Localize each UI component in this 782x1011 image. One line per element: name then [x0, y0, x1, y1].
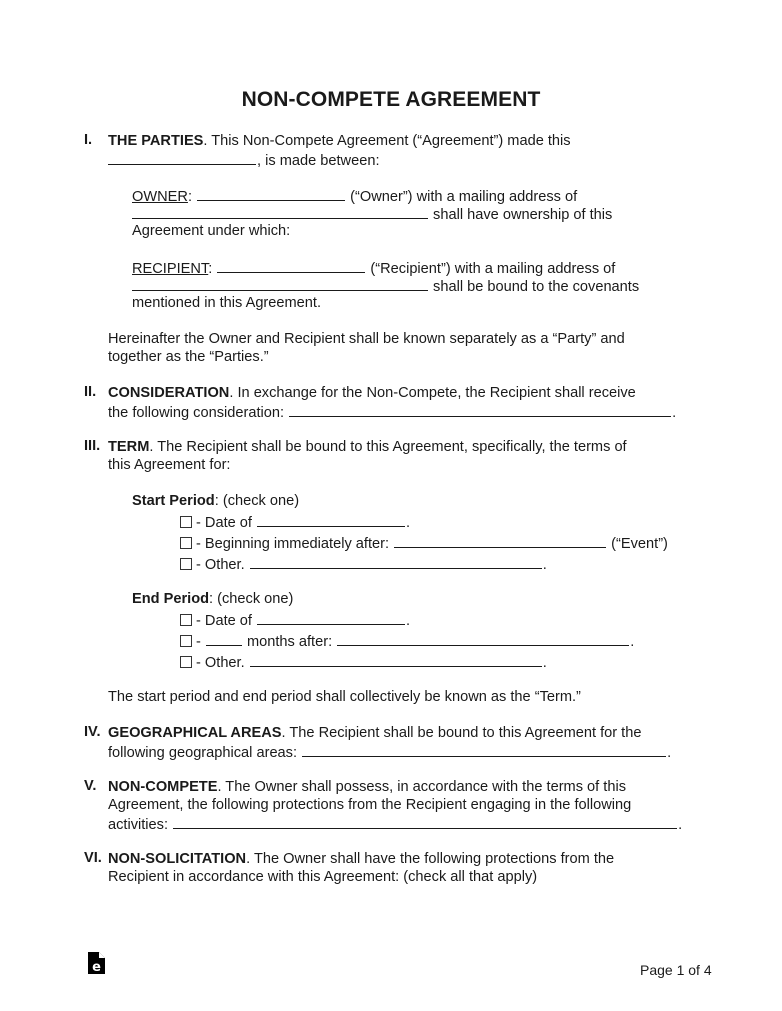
parties-line-1: THE PARTIES. This Non-Compete Agreement (“Agreement”) made this: [108, 133, 571, 149]
owner-name-field[interactable]: [197, 186, 345, 201]
recipient-line-1: RECIPIENT: (“Recipient”) with a mailing address of: [132, 258, 615, 278]
consideration-field[interactable]: [289, 402, 671, 417]
geographical-line-1: GEOGRAPHICAL AREAS. The Recipient shall be bound to this Agreement for the: [108, 725, 642, 741]
checkbox[interactable]: [180, 537, 192, 549]
consideration-line-2: the following consideration: .: [108, 402, 676, 422]
checkbox[interactable]: [180, 614, 192, 626]
parties-line-2: , is made between:: [108, 150, 380, 170]
owner-address-field[interactable]: [132, 204, 428, 219]
nonsolicitation-line-1: NON-SOLICITATION. The Owner shall have the following protections from the: [108, 851, 615, 867]
start-option-other: - Other. .: [180, 554, 547, 574]
start-option-event: - Beginning immediately after: (“Event”): [180, 533, 668, 553]
section-number: V.: [84, 778, 97, 794]
term-summary: The start period and end period shall collectively be known as the “Term.”: [108, 689, 581, 705]
section-number: VI.: [84, 850, 102, 866]
nonsolicitation-line-2: Recipient in accordance with this Agreement: (check all that apply): [108, 869, 538, 885]
section-heading: THE PARTIES: [108, 133, 204, 149]
geographical-areas-field[interactable]: [302, 742, 666, 757]
hereinafter-line-2: together as the “Parties.”: [108, 349, 269, 365]
end-period-heading: End Period: (check one): [132, 591, 294, 607]
recipient-address-field[interactable]: [132, 276, 428, 291]
noncompete-line-3: activities: .: [108, 814, 682, 834]
owner-line-3: Agreement under which:: [132, 223, 291, 239]
owner-line-1: OWNER: (“Owner”) with a mailing address of: [132, 186, 577, 206]
start-other-field[interactable]: [250, 554, 542, 569]
section-heading: NON-COMPETE: [108, 779, 218, 795]
section-heading: TERM: [108, 439, 150, 455]
section-number: III.: [84, 438, 101, 454]
consideration-line-1: CONSIDERATION. In exchange for the Non-Compete, the Recipient shall receive: [108, 385, 636, 401]
hereinafter-line-1: Hereinafter the Owner and Recipient shall be known separately as a “Party” and: [108, 331, 625, 347]
section-number: I.: [84, 132, 93, 148]
term-line-2: this Agreement for:: [108, 457, 231, 473]
section-number: IV.: [84, 724, 101, 740]
end-date-field[interactable]: [257, 610, 405, 625]
eforms-logo-icon: [88, 952, 105, 974]
months-count-field[interactable]: [206, 631, 242, 646]
document-title: NON-COMPETE AGREEMENT: [241, 88, 541, 111]
checkbox[interactable]: [180, 635, 192, 647]
section-heading: CONSIDERATION: [108, 385, 230, 401]
section-heading: GEOGRAPHICAL AREAS: [108, 725, 282, 741]
checkbox[interactable]: [180, 516, 192, 528]
checkbox[interactable]: [180, 656, 192, 668]
date-blank-field[interactable]: [108, 150, 256, 165]
end-other-field[interactable]: [250, 652, 542, 667]
section-heading: NON-SOLICITATION: [108, 851, 247, 867]
start-event-field[interactable]: [394, 533, 606, 548]
owner-label: OWNER: [132, 189, 188, 205]
recipient-line-2: shall be bound to the covenants: [132, 276, 639, 296]
end-option-date: - Date of .: [180, 610, 410, 630]
svg-text:e: e: [92, 960, 101, 974]
start-date-field[interactable]: [257, 512, 405, 527]
recipient-label: RECIPIENT: [132, 261, 209, 277]
owner-line-2: shall have ownership of this: [132, 204, 612, 224]
months-after-field[interactable]: [337, 631, 629, 646]
activities-field[interactable]: [173, 814, 677, 829]
recipient-name-field[interactable]: [217, 258, 365, 273]
start-period-heading: Start Period: (check one): [132, 493, 300, 509]
checkbox[interactable]: [180, 558, 192, 570]
geographical-line-2: following geographical areas: .: [108, 742, 671, 762]
term-line-1: TERM. The Recipient shall be bound to this Agreement, specifically, the terms of: [108, 439, 627, 455]
start-option-date: - Date of .: [180, 512, 410, 532]
page-number: Page 1 of 4: [640, 962, 712, 978]
section-number: II.: [84, 384, 97, 400]
end-option-other: - Other. .: [180, 652, 547, 672]
noncompete-line-2: Agreement, the following protections from the Recipient engaging in the following: [108, 797, 632, 813]
end-option-months: - months after: .: [180, 631, 634, 651]
recipient-line-3: mentioned in this Agreement.: [132, 295, 322, 311]
noncompete-line-1: NON-COMPETE. The Owner shall possess, in accordance with the terms of this: [108, 779, 626, 795]
